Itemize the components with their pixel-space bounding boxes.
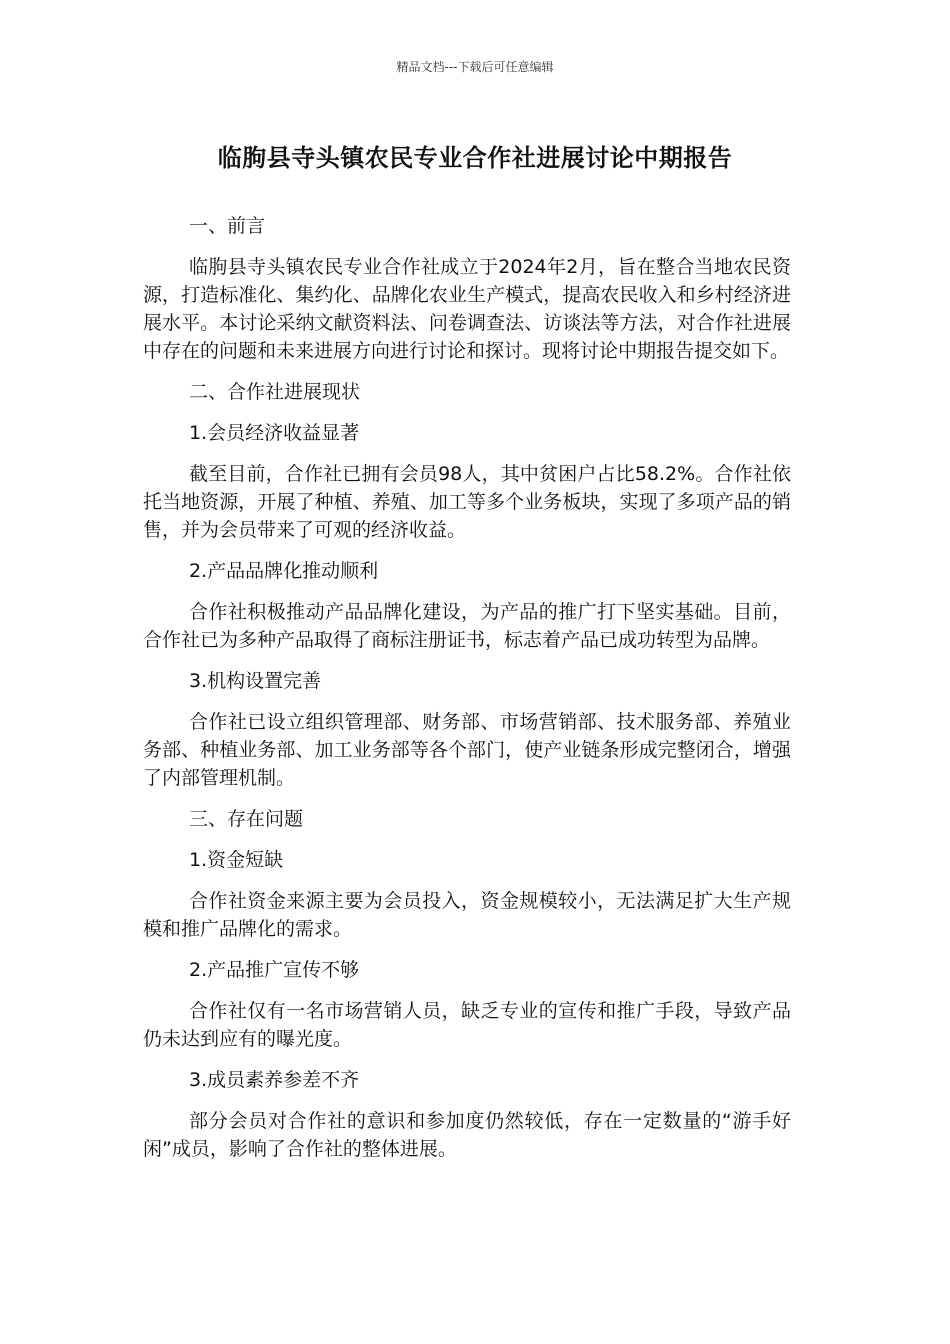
subheading-organization: 3.机构设置完善 (189, 670, 322, 692)
subheading-promotion: 2.产品推广宣传不够 (189, 959, 360, 981)
paragraph-preface: 临朐县寺头镇农民专业合作社成立于2024年2月，旨在整合当地农民资源，打造标准化、集约化、品牌化农业生产模式，提高农民收入和乡村经济进展水平。本讨论采纳文献资料法、问卷调查法、访谈法等方法，对合作社进展中存在的问题和未来进展方向进行讨论和探讨。现将讨论中期报告提交如下。 (143, 256, 791, 362)
section-heading-problems: 三、存在问题 (189, 808, 304, 830)
section-heading-preface: 一、前言 (189, 215, 266, 237)
paragraph-member-quality: 部分会员对合作社的意识和参加度仍然较低，存在一定数量的“游手好闲”成员，影响了合作社的整体进展。 (143, 1110, 791, 1160)
subheading-funding: 1.资金短缺 (189, 849, 284, 871)
subheading-branding: 2.产品品牌化推动顺利 (189, 560, 379, 582)
section-heading-status: 二、合作社进展现状 (189, 381, 361, 403)
paragraph-branding: 合作社积极推动产品品牌化建设，为产品的推广打下坚实基础。目前，合作社已为多种产品取得了商标注册证书，标志着产品已成功转型为品牌。 (143, 601, 791, 651)
paragraph-promotion: 合作社仅有一名市场营销人员，缺乏专业的宣传和推广手段，导致产品仍未达到应有的曝光度。 (143, 1000, 791, 1050)
paragraph-funding: 合作社资金来源主要为会员投入，资金规模较小，无法满足扩大生产规模和推广品牌化的需求。 (143, 890, 791, 940)
document-title: 临朐县寺头镇农民专业合作社进展讨论中期报告 (217, 144, 733, 172)
subheading-member-income: 1.会员经济收益显著 (189, 422, 360, 444)
header-note: 精品文档---下载后可任意编辑 (396, 60, 554, 74)
document-body (143, 212, 791, 1176)
paragraph-organization: 合作社已设立组织管理部、财务部、市场营销部、技术服务部、养殖业务部、种植业务部、加工业务部等各个部门，使产业链条形成完整闭合，增强了内部管理机制。 (143, 711, 791, 789)
paragraph-member-income: 截至目前，合作社已拥有会员98人，其中贫困户占比58.2%。合作社依托当地资源，开展了种植、养殖、加工等多个业务板块，实现了多项产品的销售，并为会员带来了可观的经济收益。 (143, 463, 791, 541)
subheading-member-quality: 3.成员素养参差不齐 (189, 1069, 360, 1091)
